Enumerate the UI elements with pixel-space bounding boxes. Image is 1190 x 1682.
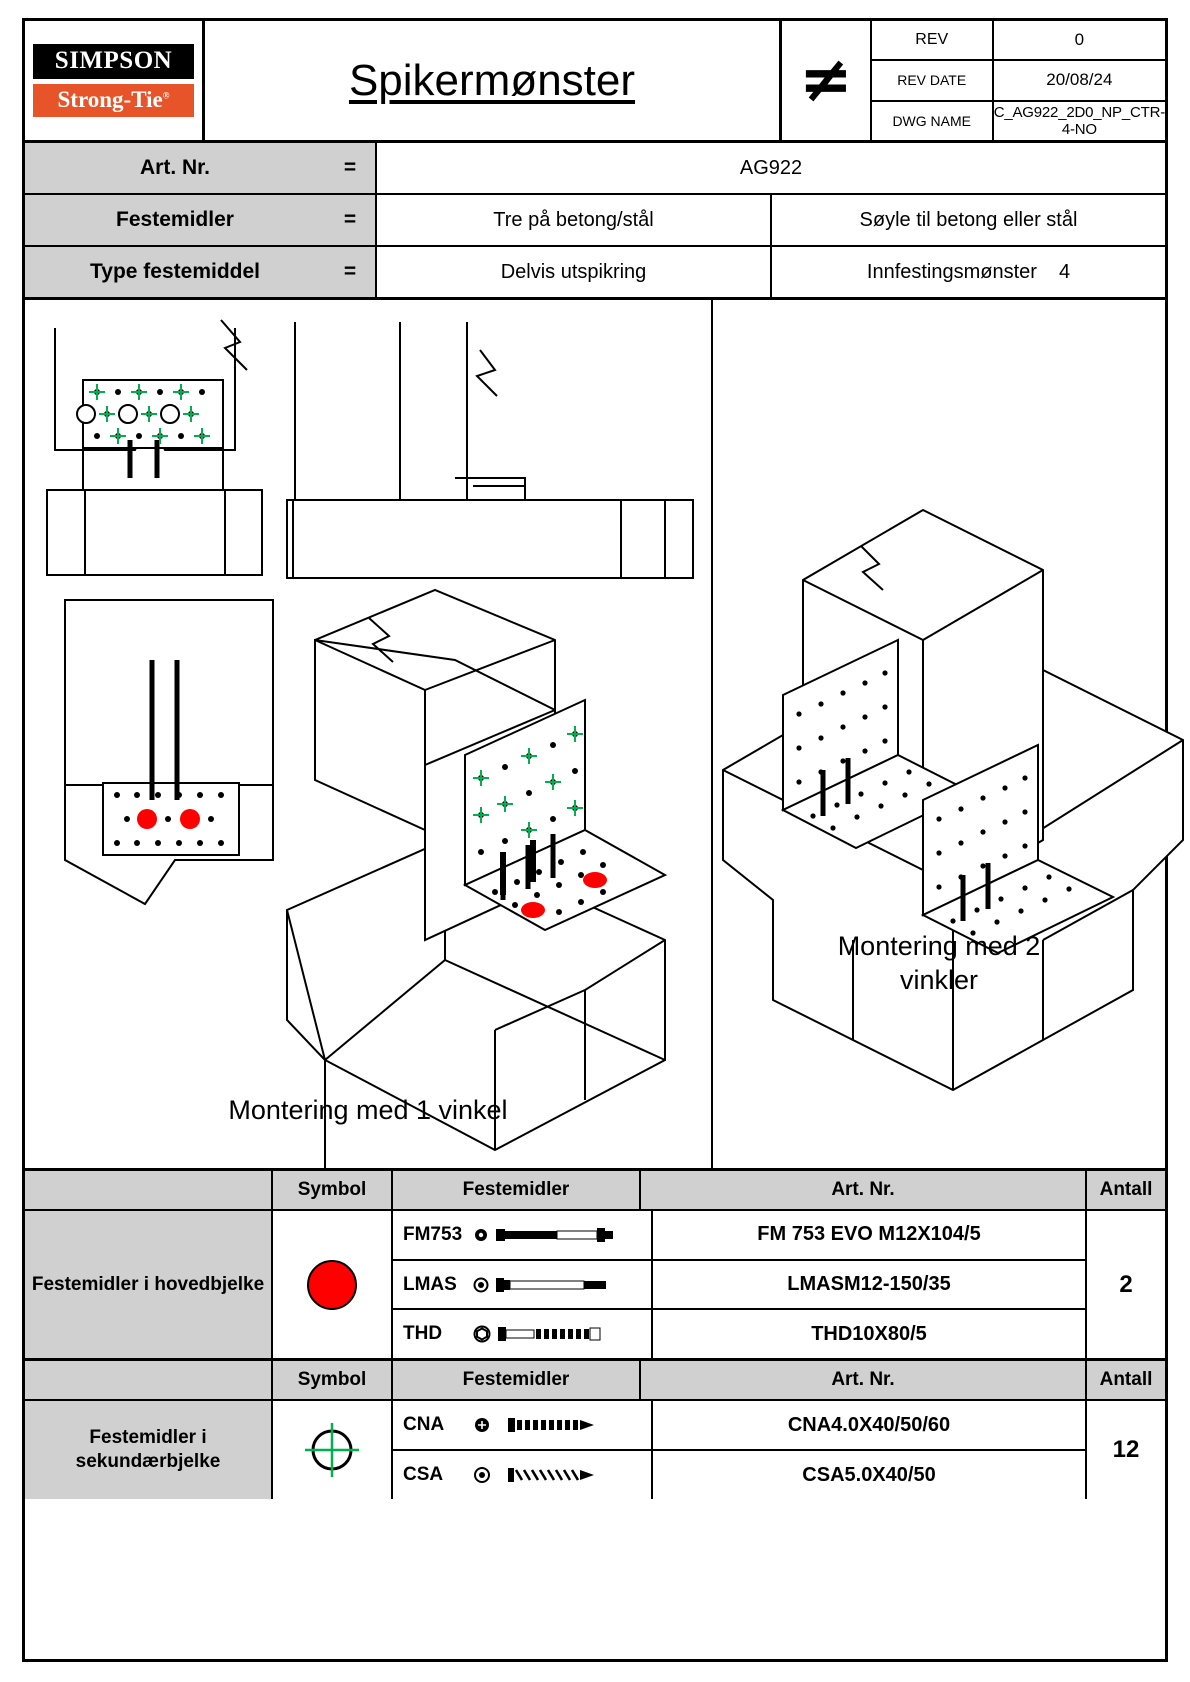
- pattern-label: Innfestingsmønster: [866, 260, 1037, 283]
- revision-date-row: [872, 61, 1165, 101]
- spec-value-fastening-type: Delvis utspikring: [377, 247, 772, 297]
- figure-two-angles: [713, 300, 1190, 1168]
- fastener-name-cell: [393, 1211, 653, 1259]
- art-nr-value: LMASM12-150/35: [653, 1261, 1087, 1309]
- fastener-rows: [393, 1401, 1087, 1499]
- drawing-two-angles: [713, 300, 1165, 1168]
- brand-logo: [25, 21, 205, 140]
- fastener-name: LMAS: [403, 1273, 457, 1295]
- pattern-number: 4: [1058, 260, 1071, 283]
- revision-block: [782, 21, 1165, 140]
- table-header-row: [25, 1361, 1165, 1401]
- header-symbol: Symbol: [273, 1361, 393, 1399]
- fastener-table-secondary-beam: [25, 1361, 1165, 1499]
- table-row: [393, 1451, 1087, 1499]
- spec-key: Art. Nr.: [25, 143, 325, 193]
- spec-row-festemidler: [25, 195, 1165, 247]
- sheet-title: [205, 21, 782, 140]
- screw-head-icon: [473, 1466, 616, 1484]
- header-art-nr: Art. Nr.: [641, 1361, 1087, 1399]
- header-fastener: Festemidler: [393, 1361, 641, 1399]
- fastener-name-cell: [393, 1451, 653, 1499]
- caption-two-angles-line1: Montering med 2: [837, 931, 1041, 961]
- sheet-frame: [22, 18, 1168, 1662]
- rev-date-label: REV DATE: [872, 61, 994, 99]
- spec-equals: =: [325, 195, 377, 245]
- table-header-row: [25, 1171, 1165, 1211]
- art-nr-value: CSA5.0X40/50: [653, 1451, 1087, 1499]
- fastener-table-main-beam: [25, 1171, 1165, 1361]
- art-nr-value: CNA4.0X40/50/60: [653, 1401, 1087, 1449]
- nail-head-icon: [473, 1416, 616, 1434]
- header-group-spacer: [25, 1361, 273, 1399]
- table-body: [25, 1401, 1165, 1499]
- group-label-main-beam: Festemidler i hovedbjelke: [25, 1211, 273, 1358]
- group-label-secondary-beam: Festemidler i sekundærbjelke: [25, 1401, 273, 1499]
- hex-bolt-head-icon: [473, 1226, 616, 1244]
- symbol-red-circle-icon: [273, 1211, 393, 1358]
- fastener-name: FM753: [403, 1223, 463, 1245]
- rev-date-value: 20/08/24: [1046, 70, 1113, 90]
- spec-value-art-nr: AG922: [739, 156, 803, 179]
- table-row: [393, 1261, 1087, 1311]
- header-qty: Antall: [1099, 1369, 1153, 1390]
- table-row: [393, 1401, 1087, 1451]
- spec-equals: =: [325, 143, 377, 193]
- header-symbol: Symbol: [273, 1171, 393, 1209]
- spec-table: [25, 143, 1165, 300]
- fastener-name-cell: [393, 1401, 653, 1449]
- title-block: [25, 21, 1165, 143]
- art-nr-value: THD10X80/5: [653, 1310, 1087, 1358]
- symbol-green-crosshair-icon: [273, 1401, 393, 1499]
- fastener-name: CNA: [403, 1414, 445, 1435]
- fastener-name-cell: [393, 1310, 653, 1358]
- header-qty: Antall: [1099, 1179, 1153, 1200]
- spec-equals: =: [325, 247, 377, 297]
- fastener-name-cell: [393, 1261, 653, 1309]
- revision-grid: [872, 21, 1165, 140]
- hex-screw-head-icon: [473, 1325, 618, 1343]
- dwg-name-row: [872, 102, 1165, 140]
- header-group-spacer: [25, 1171, 273, 1209]
- table-body: [25, 1211, 1165, 1358]
- drawing-one-angle: [25, 300, 713, 1168]
- washer-bolt-head-icon: [473, 1276, 616, 1294]
- fastener-name: THD: [403, 1323, 443, 1345]
- table-row: [393, 1211, 1087, 1261]
- header-fastener: Festemidler: [393, 1171, 641, 1209]
- fastener-rows: [393, 1211, 1087, 1358]
- spec-value-application: Søyle til betong eller stål: [859, 208, 1078, 231]
- spec-row-art-nr: [25, 143, 1165, 195]
- spec-key: Type festemiddel: [25, 247, 325, 297]
- caption-one-angle: Montering med 1 vinkel: [228, 1095, 508, 1126]
- drawing-area: [25, 300, 1165, 1171]
- qty-secondary-beam: 12: [1112, 1436, 1140, 1463]
- table-row: [393, 1310, 1087, 1358]
- spec-value-pattern: [772, 247, 1165, 297]
- qty-main-beam: 2: [1119, 1270, 1133, 1298]
- fastener-name: CSA: [403, 1464, 444, 1485]
- rev-label: REV: [872, 21, 994, 59]
- revision-row: [872, 21, 1165, 61]
- caption-two-angles-line2: vinkler: [899, 964, 979, 995]
- art-nr-value: FM 753 EVO M12X104/5: [653, 1211, 1087, 1259]
- spec-key: Festemidler: [25, 195, 325, 245]
- logo-strongtie-text: Strong-Tie®: [33, 84, 194, 117]
- spec-value-material: Tre på betong/stål: [377, 195, 772, 245]
- header-art-nr: Art. Nr.: [641, 1171, 1087, 1209]
- rev-value: 0: [1074, 30, 1085, 50]
- logo-simpson-text: SIMPSON: [33, 44, 194, 79]
- caption-two-angles: [713, 930, 1165, 998]
- page-title: Spikermønster: [348, 55, 636, 105]
- dwg-name-label: DWG NAME: [872, 102, 994, 140]
- spec-row-type-festemiddel: [25, 247, 1165, 297]
- not-equal-icon: ≠: [782, 21, 872, 140]
- figure-one-angle: [25, 300, 713, 1168]
- dwg-name-value: C_AG922_2D0_NP_CTR-4-NO: [993, 103, 1165, 138]
